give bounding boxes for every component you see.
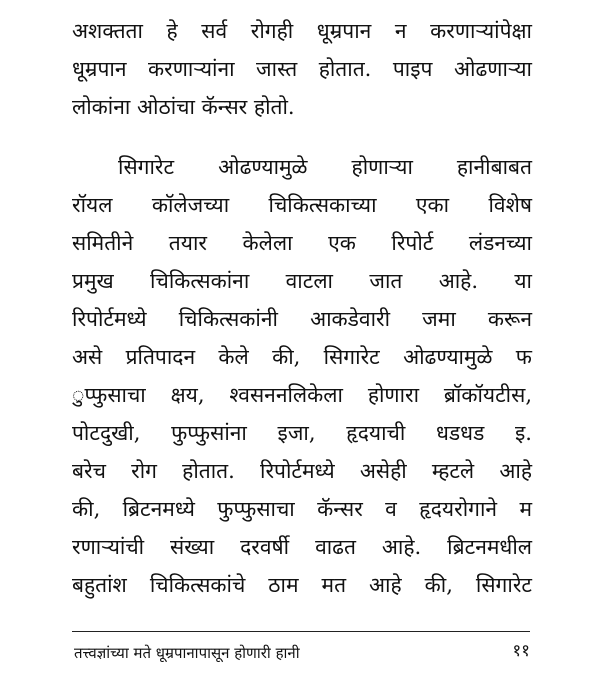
paragraph-1-line: अशक्तता हे सर्व रोगही धूम्रपान न करणाऱ्यांपेक्षा: [72, 19, 532, 43]
paragraph-2-line: बरेच रोग होतात. रिपोर्टमध्ये असेही म्हटले आहे: [72, 459, 532, 483]
paragraph-1-line: लोकांना ओठांचा कॅन्सर होतो.: [72, 95, 295, 119]
paragraph-2-line: प्रमुख चिकित्सकांना वाटला जात आहे. या: [72, 269, 532, 293]
paragraph-2-line: रणाऱ्यांची संख्या दरवर्षी वाढत आहे. ब्रिटनमधील: [72, 535, 532, 559]
paragraph-2-line: की, ब्रिटनमध्ये फुप्फुसाचा कॅन्सर व हृदयरोगाने म: [72, 497, 532, 521]
paragraph-2-line: रॉयल कॉलेजच्या चिकित्सकाच्या एका विशेष: [72, 193, 532, 217]
paragraph-2-line: पोटदुखी, फुप्फुसांना इजा, हृदयाची धडधड इ.: [72, 421, 532, 445]
paragraph-1-line: धूम्रपान करणाऱ्यांना जास्त होतात. पाइप ओढणाऱ्या: [72, 57, 532, 81]
paragraph-2-line: असे प्रतिपादन केले की, सिगारेट ओढण्यामुळे फ: [72, 345, 532, 369]
footer-divider: [72, 631, 530, 632]
paragraph-2-line: सिगारेट ओढण्यामुळे होणाऱ्या हानीबाबत: [118, 155, 532, 179]
paragraph-2-line: ुप्फुसाचा क्षय, श्वसननलिकेला होणारा ब्रॉकॉयटीस,: [72, 383, 532, 407]
paragraph-2-line: रिपोर्टमध्ये चिकित्सकांनी आकडेवारी जमा करून: [72, 307, 532, 331]
paragraph-2-line: समितीने तयार केलेला एक रिपोर्ट लंडनच्या: [72, 231, 532, 255]
paragraph-1: [72, 12, 532, 126]
footer-title: तत्त्वज्ञांच्या मते धूम्रपानापासून होणारी हानी: [74, 644, 300, 662]
page-number: ११: [512, 641, 530, 661]
paragraph-2-line: बहुतांश चिकित्सकांचे ठाम मत आहे की, सिगारेट: [72, 573, 532, 597]
paragraph-2: [72, 148, 532, 604]
